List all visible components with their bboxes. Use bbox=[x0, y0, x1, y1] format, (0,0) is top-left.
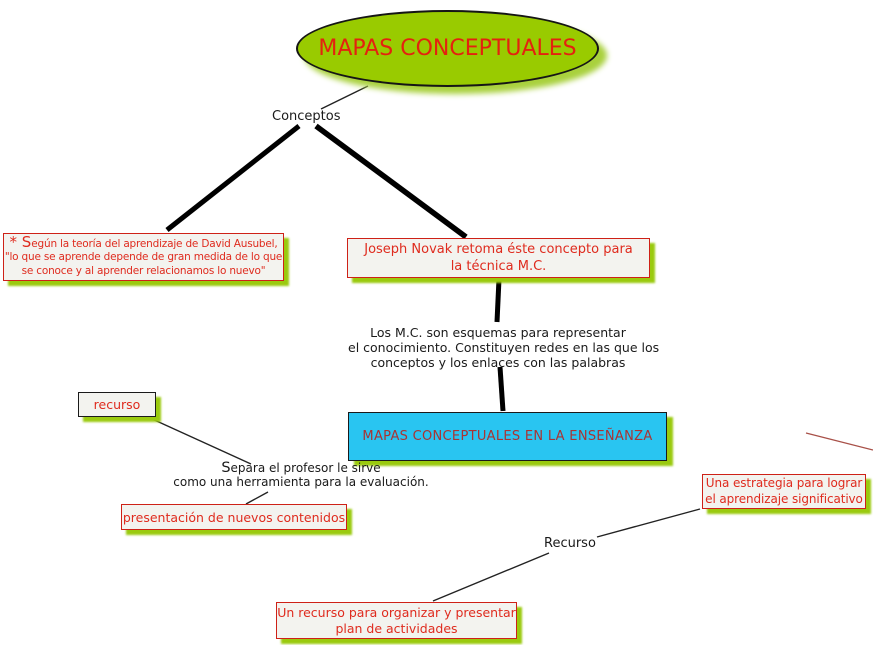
edge-root-conceptos bbox=[321, 86, 368, 109]
node-recurso-small[interactable] bbox=[78, 392, 156, 417]
edge-conceptos-ausubel bbox=[167, 126, 299, 230]
novak-line-2: la técnica M.C. bbox=[450, 259, 547, 274]
ausubel-line-2: "lo que se aprende depende de gran medida de lo que bbox=[4, 251, 283, 264]
estrategia-line-1: Una estrategia para lograr bbox=[705, 476, 863, 490]
edge-recurso-organizar bbox=[433, 553, 549, 601]
organizar-line-2: plan de actividades bbox=[335, 620, 458, 636]
separa-line-2: como una herramienta para la evaluación. bbox=[173, 475, 429, 489]
node-presentacion-contenidos[interactable] bbox=[121, 504, 347, 530]
definition-line-1: Los M.C. son esquemas para representar bbox=[370, 325, 626, 340]
separa-line-1: Separa el profesor le sirve bbox=[221, 460, 381, 476]
node-recurso-organizar[interactable] bbox=[276, 602, 517, 639]
node-mapas-en-la-ensenanza[interactable] bbox=[348, 412, 667, 461]
novak-line-1: Joseph Novak retoma éste concepto para bbox=[364, 242, 633, 257]
node-ausubel-theory[interactable] bbox=[3, 233, 284, 281]
edge-definition-ensenanza bbox=[500, 367, 503, 411]
edge-conceptos-novak bbox=[316, 126, 466, 237]
ausubel-line-1: * Según la teoría del aprendizaje de David Ausubel, bbox=[9, 232, 278, 251]
edge-estrategia-recurso bbox=[597, 509, 700, 537]
node-joseph-novak[interactable] bbox=[347, 238, 650, 278]
edge-separa-presentacion bbox=[246, 492, 268, 504]
ausubel-line-3: se conoce y al aprender relacionamos lo nuevo" bbox=[21, 264, 266, 277]
definition-line-2: el conocimiento. Constituyen redes en las que los bbox=[348, 340, 660, 355]
edge-recurso-separa bbox=[139, 413, 251, 464]
presentacion-label: presentación de nuevos contenidos bbox=[122, 509, 346, 525]
root-node-mapas-conceptuales[interactable] bbox=[296, 10, 599, 87]
node-estrategia-aprendizaje[interactable] bbox=[702, 474, 866, 509]
edge-novak-definition bbox=[497, 279, 499, 322]
organizar-line-1: Un recurso para organizar y presentar bbox=[277, 604, 516, 620]
definition-line-3: conceptos y los enlaces con las palabras bbox=[370, 355, 626, 370]
estrategia-line-2: el aprendizaje significativo bbox=[705, 491, 863, 506]
link-label-separa-evaluacion[interactable] bbox=[151, 461, 451, 489]
link-label-recurso[interactable]: Recurso bbox=[544, 536, 596, 551]
recurso-small-label: recurso bbox=[93, 397, 141, 412]
ensenanza-label: MAPAS CONCEPTUALES EN LA ENSEÑANZA bbox=[362, 429, 653, 444]
link-label-conceptos[interactable]: Conceptos bbox=[272, 109, 341, 124]
text-mc-definition[interactable] bbox=[348, 325, 660, 370]
edge-offcanvas-right bbox=[806, 433, 873, 450]
root-node-label: MAPAS CONCEPTUALES bbox=[318, 36, 577, 61]
